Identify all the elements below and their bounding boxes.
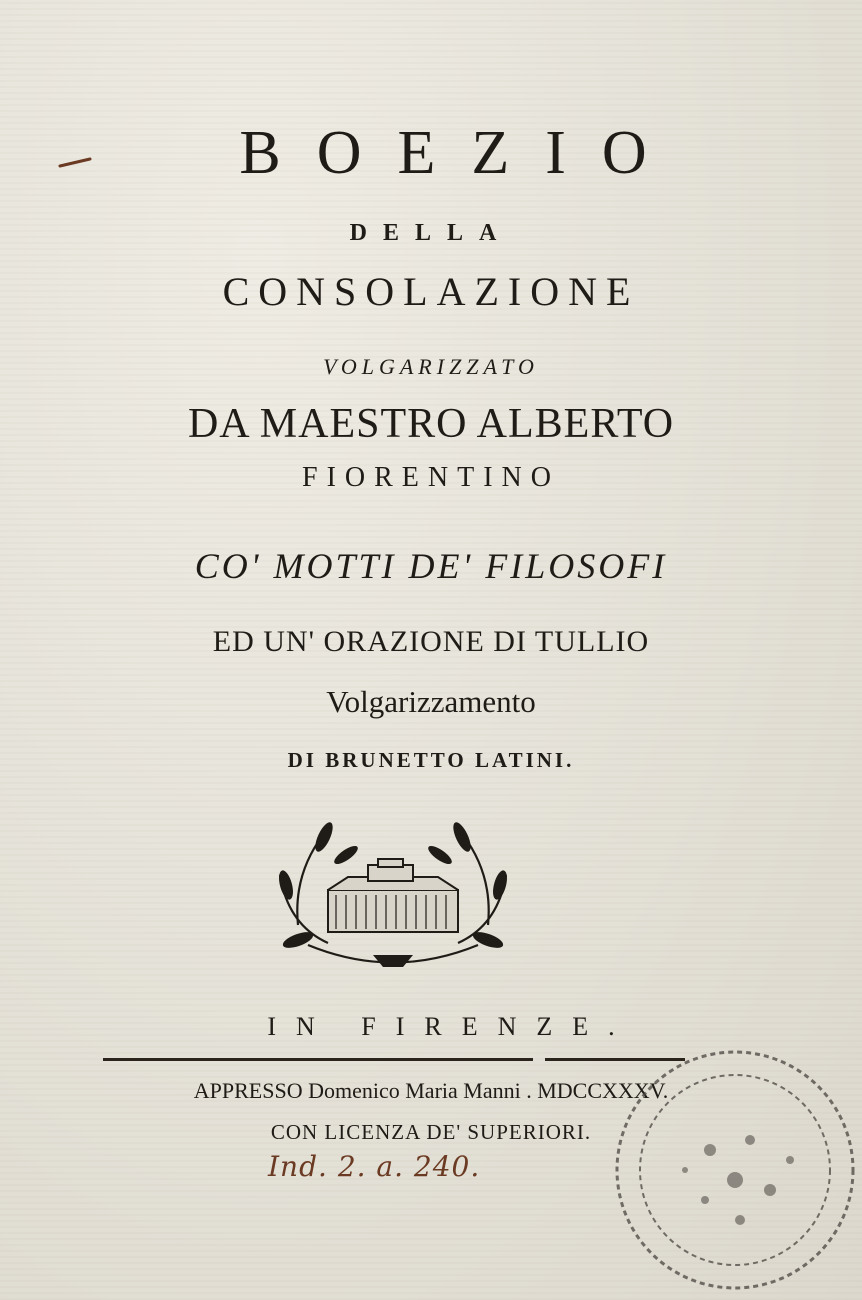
book-title: BOEZIO [239, 119, 683, 187]
imprint-place: IN FIRENZE. [267, 1012, 635, 1041]
addition-line-3: Volgarizzamento [326, 684, 536, 719]
library-stamp-icon [610, 1040, 860, 1300]
volgarizzato-line: VOLGARIZZATO [323, 354, 539, 379]
handwritten-shelfmark: Ind. 2. a. 240. [268, 1150, 481, 1183]
addition-line-1: CO' MOTTI DE' FILOSOFI [194, 546, 668, 586]
wheat-wreath-emblem-icon [268, 815, 518, 975]
title-subject: CONSOLAZIONE [222, 269, 640, 314]
imprint-publisher: APPRESSO Domenico Maria Manni . MDCCXXXV. [193, 1078, 669, 1103]
translator-line: DA MAESTRO ALBERTO [187, 401, 675, 447]
imprint-rule [103, 1058, 533, 1061]
imprint-license: CON LICENZA DE' SUPERIORI. [270, 1120, 592, 1144]
translator-origin-line: FIORENTINO [302, 462, 560, 493]
title-della: DELLA [349, 220, 513, 246]
addition-line-2: ED UN' ORAZIONE DI TULLIO [212, 625, 650, 658]
addition-line-4: DI BRUNETTO LATINI. [287, 748, 575, 772]
